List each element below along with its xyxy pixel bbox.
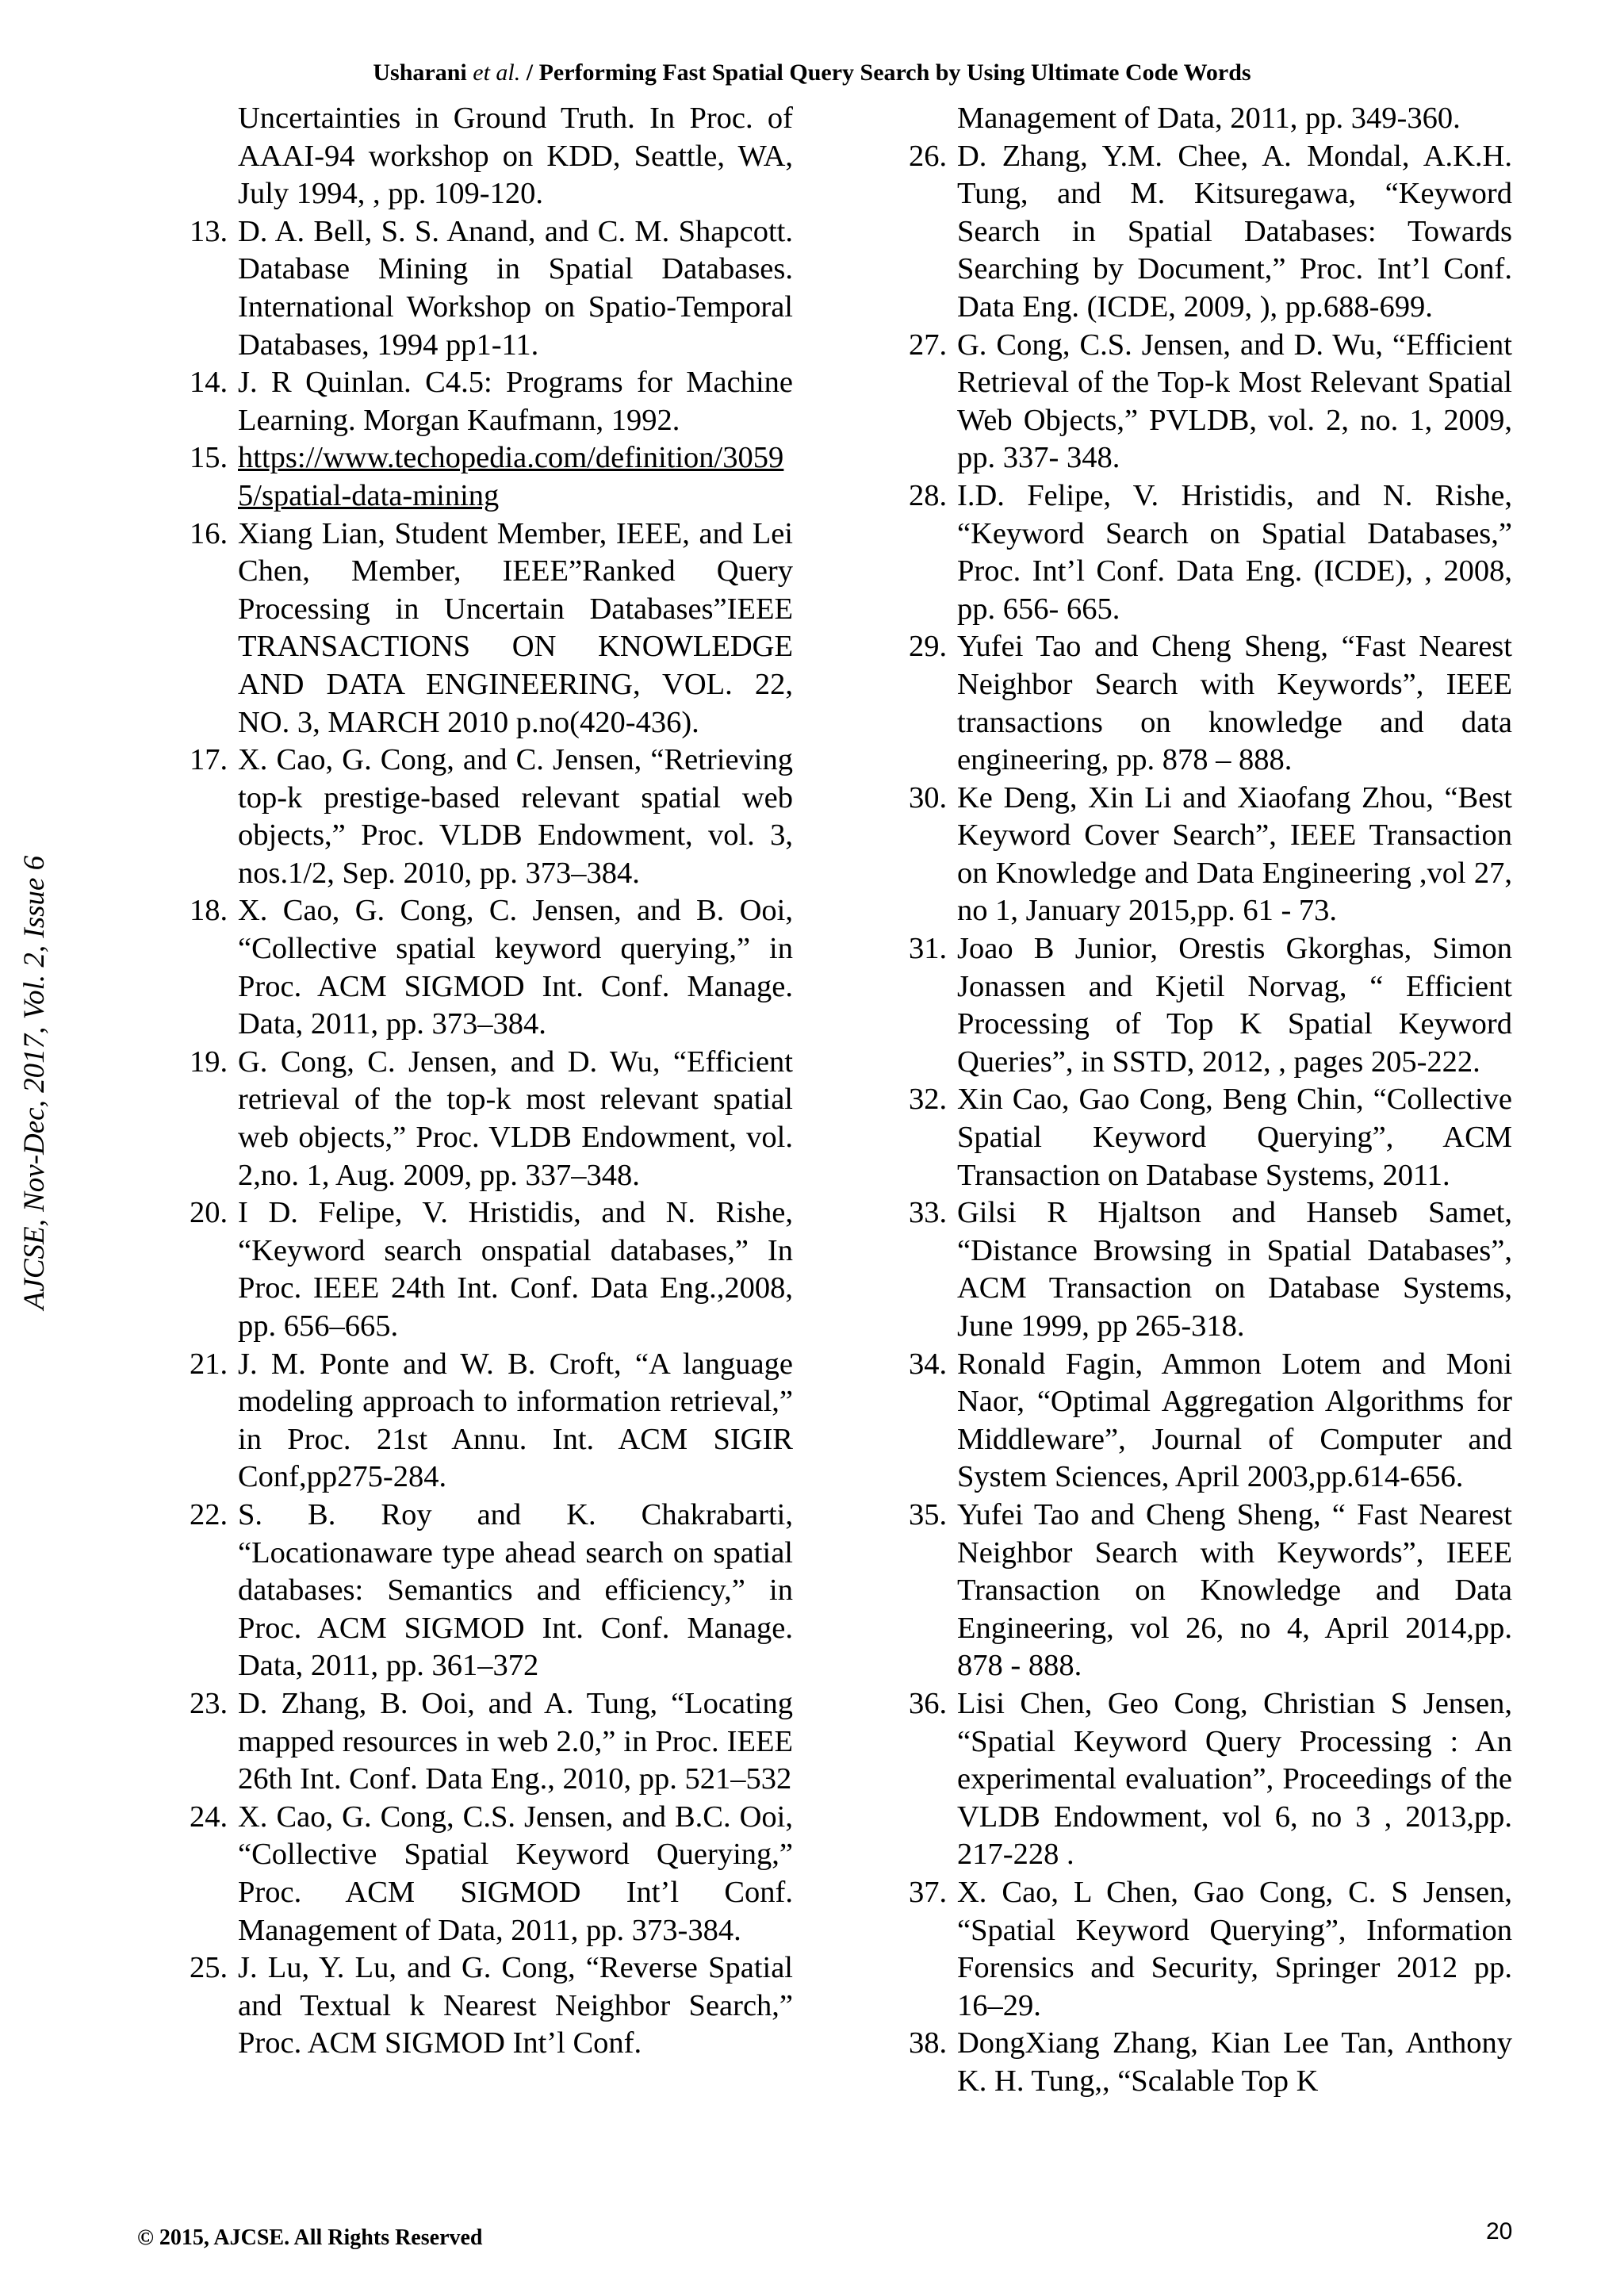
reference-number: 24. <box>190 1800 228 1834</box>
reference-item-36 <box>910 1685 1512 1874</box>
reference-text: Lisi Chen, Geo Cong, Christian S Jensen, “Spatial Keyword Query Processing : An experimental evaluation”, Proceedings of the VLDB Endowment, vol 6, no 3 , 2013,pp. 217-228 . <box>957 1686 1512 1872</box>
reference-text: X. Cao, G. Cong, C.S. Jensen, and B.C. Ooi, “Collective Spatial Keyword Querying,” Proc. ACM SIGMOD Int’l Conf. Management of Data, 2011, pp. 373-384. <box>238 1800 793 1947</box>
reference-text: Ke Deng, Xin Li and Xiaofang Zhou, “Best Keyword Cover Search”, IEEE Transaction on Knowledge and Data Engineering ,vol 27, no 1, January 2015,pp. 61 - 73. <box>957 780 1512 928</box>
reference-number: 13. <box>190 214 228 248</box>
reference-number: 17. <box>190 743 228 777</box>
reference-number: 29. <box>909 630 948 664</box>
reference-text: J. Lu, Y. Lu, and G. Cong, “Reverse Spatial and Textual k Nearest Neighbor Search,” Proc. ACM SIGMOD Int’l Conf. <box>238 1951 793 2060</box>
page-number: 20 <box>1486 2218 1513 2244</box>
reference-number: 23. <box>190 1686 228 1720</box>
reference-text: I.D. Felipe, V. Hristidis, and N. Rishe, “Keyword Search on Spatial Databases,” Proc. Int’l Conf. Data Eng. (ICDE), , 2008, pp. 656- 665. <box>957 478 1512 626</box>
reference-number: 34. <box>909 1347 948 1381</box>
reference-text: Xiang Lian, Student Member, IEEE, and Lei Chen, Member, IEEE”Ranked Query Processing in Uncertain Databases”IEEE TRANSACTIONS ON KNOWLEDGE AND DATA ENGINEERING, VOL. 22, NO. 3, MARCH 2010 p.no(420-436). <box>238 516 793 739</box>
reference-text: X. Cao, G. Cong, C. Jensen, and B. Ooi, “Collective spatial keyword querying,” in Proc. ACM SIGMOD Int. Conf. Manage. Data, 2011, pp. 373–384. <box>238 894 793 1041</box>
reference-number: 31. <box>909 932 948 966</box>
reference-number: 37. <box>909 1875 948 1909</box>
reference-number: 22. <box>190 1497 228 1531</box>
reference-text: X. Cao, G. Cong, and C. Jensen, “Retrieving top-k prestige-based relevant spatial web objects,” Proc. VLDB Endowment, vol. 3, nos.1/2, Sep. 2010, pp. 373–384. <box>238 743 793 890</box>
reference-item-26 <box>910 138 1512 327</box>
reference-item-29 <box>910 628 1512 779</box>
right-column <box>910 100 1512 2100</box>
reference-text: G. Cong, C. Jensen, and D. Wu, “Efficient retrieval of the top-k most relevant spatial web objects,” Proc. VLDB Endowment, vol. 2,no. 1, Aug. 2009, pp. 337–348. <box>238 1045 793 1192</box>
running-head <box>0 59 1624 87</box>
footer-copyright: © 2015, AJCSE. All Rights Reserved <box>137 2225 483 2250</box>
reference-text: Joao B Junior, Orestis Gkorghas, Simon Jonassen and Kjetil Norvag, “ Efficient Processing of Top K Spatial Keyword Queries”, in SSTD, 2012, , pages 205-222. <box>957 932 1512 1079</box>
reference-text: D. Zhang, Y.M. Chee, A. Mondal, A.K.H. Tung, and M. Kitsuregawa, “Keyword Search in Spatial Databases: Towards Searching by Document,” Proc. Int’l Conf. Data Eng. (ICDE, 2009, ), pp.688-699. <box>957 139 1512 324</box>
reference-item-25 <box>190 1949 793 2063</box>
reference-text: Yufei Tao and Cheng Sheng, “ Fast Nearest Neighbor Search with Keywords”, IEEE Transaction on Knowledge and Data Engineering, vol 26, no 4, April 2014,pp. 878 - 888. <box>957 1497 1512 1683</box>
reference-continuation: Management of Data, 2011, pp. 349-360. <box>957 102 1461 135</box>
reference-link[interactable]: https://www.techopedia.com/definition/30595/spatial-data-mining <box>238 441 784 512</box>
reference-continuation: Uncertainties in Ground Truth. In Proc. of AAAI-94 workshop on KDD, Seattle, WA, July 1994, , pp. 109-120. <box>238 102 793 211</box>
reference-item-14 <box>190 364 793 439</box>
reference-item-31 <box>910 930 1512 1081</box>
reference-text: J. M. Ponte and W. B. Croft, “A language modeling approach to information retrieval,” in Proc. 21st Annu. Int. ACM SIGIR Conf,pp275-284. <box>238 1347 793 1494</box>
reference-number: 35. <box>909 1497 948 1531</box>
reference-text: D. Zhang, B. Ooi, and A. Tung, “Locating mapped resources in web 2.0,” in Proc. IEEE 26th Int. Conf. Data Eng., 2010, pp. 521–532 <box>238 1686 793 1796</box>
reference-text: Gilsi R Hjaltson and Hanseb Samet, “Distance Browsing in Spatial Databases”, ACM Transaction on Database Systems, June 1999, pp 265-318. <box>957 1196 1512 1343</box>
reference-item-32 <box>910 1081 1512 1194</box>
reference-text: S. B. Roy and K. Chakrabarti, “Locationaware type ahead search on spatial databases: Semantics and efficiency,” in Proc. ACM SIGMOD Int. Conf. Manage. Data, 2011, pp. 361–372 <box>238 1497 793 1683</box>
reference-item-28 <box>910 477 1512 628</box>
reference-number: 21. <box>190 1347 228 1381</box>
reference-item-21 <box>190 1346 793 1497</box>
reference-text: Ronald Fagin, Ammon Lotem and Moni Naor, “Optimal Aggregation Algorithms for Middleware”, Journal of Computer and System Sciences, April 2003,pp.614-656. <box>957 1347 1512 1494</box>
reference-number: 25. <box>190 1951 228 1985</box>
reference-text: DongXiang Zhang, Kian Lee Tan, Anthony K. H. Tung,, “Scalable Top K <box>957 2026 1512 2098</box>
reference-number: 20. <box>190 1196 228 1230</box>
reference-item-20 <box>190 1194 793 1345</box>
header-author-etal: et al. <box>473 59 521 86</box>
reference-text: Yufei Tao and Cheng Sheng, “Fast Nearest Neighbor Search with Keywords”, IEEE transactions on knowledge and data engineering, pp. 878 – 888. <box>957 630 1512 777</box>
reference-item-23 <box>190 1685 793 1799</box>
reference-text: Xin Cao, Gao Cong, Beng Chin, “Collective Spatial Keyword Querying”, ACM Transaction on Database Systems, 2011. <box>957 1083 1512 1192</box>
header-author: Usharani <box>373 59 467 86</box>
reference-number: 28. <box>909 478 948 512</box>
reference-text: J. R Quinlan. C4.5: Programs for Machine Learning. Morgan Kaufmann, 1992. <box>238 366 793 437</box>
header-title: / Performing Fast Spatial Query Search by Using Ultimate Code Words <box>526 59 1251 86</box>
reference-number: 15. <box>190 441 228 475</box>
reference-item-19 <box>190 1044 793 1194</box>
reference-text: I D. Felipe, V. Hristidis, and N. Rishe, “Keyword search onspatial databases,” In Proc. IEEE 24th Int. Conf. Data Eng.,2008, pp. 656–665. <box>238 1196 793 1343</box>
reference-item-35 <box>910 1497 1512 1685</box>
reference-item-34 <box>910 1346 1512 1497</box>
reference-number: 38. <box>909 2026 948 2060</box>
reference-number: 16. <box>190 516 228 550</box>
reference-item-38 <box>910 2025 1512 2100</box>
reference-item-24 <box>190 1799 793 1949</box>
reference-item-22 <box>190 1497 793 1685</box>
reference-item-33 <box>910 1194 1512 1345</box>
reference-number: 32. <box>909 1083 948 1117</box>
reference-item-37 <box>910 1874 1512 2025</box>
reference-item-30 <box>910 780 1512 930</box>
reference-number: 36. <box>909 1686 948 1720</box>
reference-item-13 <box>190 213 793 364</box>
reference-text: D. A. Bell, S. S. Anand, and C. M. Shapcott. Database Mining in Spatial Databases. International Workshop on Spatio-Temporal Databases, 1994 pp1-11. <box>238 214 793 362</box>
reference-text: G. Cong, C.S. Jensen, and D. Wu, “Efficient Retrieval of the Top-k Most Relevant Spatial Web Objects,” PVLDB, vol. 2, no. 1, 2009, pp. 337- 348. <box>957 328 1512 475</box>
reference-item-27 <box>910 327 1512 477</box>
reference-number: 33. <box>909 1196 948 1230</box>
reference-item-15 <box>190 439 793 515</box>
reference-item-18 <box>190 892 793 1043</box>
reference-number: 18. <box>190 894 228 928</box>
reference-number: 27. <box>909 328 948 362</box>
reference-number: 30. <box>909 780 948 815</box>
reference-item-16 <box>190 516 793 742</box>
left-column <box>190 100 793 2063</box>
reference-number: 26. <box>909 139 948 173</box>
reference-number: 19. <box>190 1045 228 1079</box>
reference-number: 14. <box>190 366 228 400</box>
journal-side-label: AJCSE, Nov-Dec, 2017, Vol. 2, Issue 6 <box>18 855 51 1310</box>
reference-text: X. Cao, L Chen, Gao Cong, C. S Jensen, “Spatial Keyword Querying”, Information Forensics and Security, Springer 2012 pp. 16–29. <box>957 1875 1512 2022</box>
reference-item-17 <box>190 742 793 892</box>
